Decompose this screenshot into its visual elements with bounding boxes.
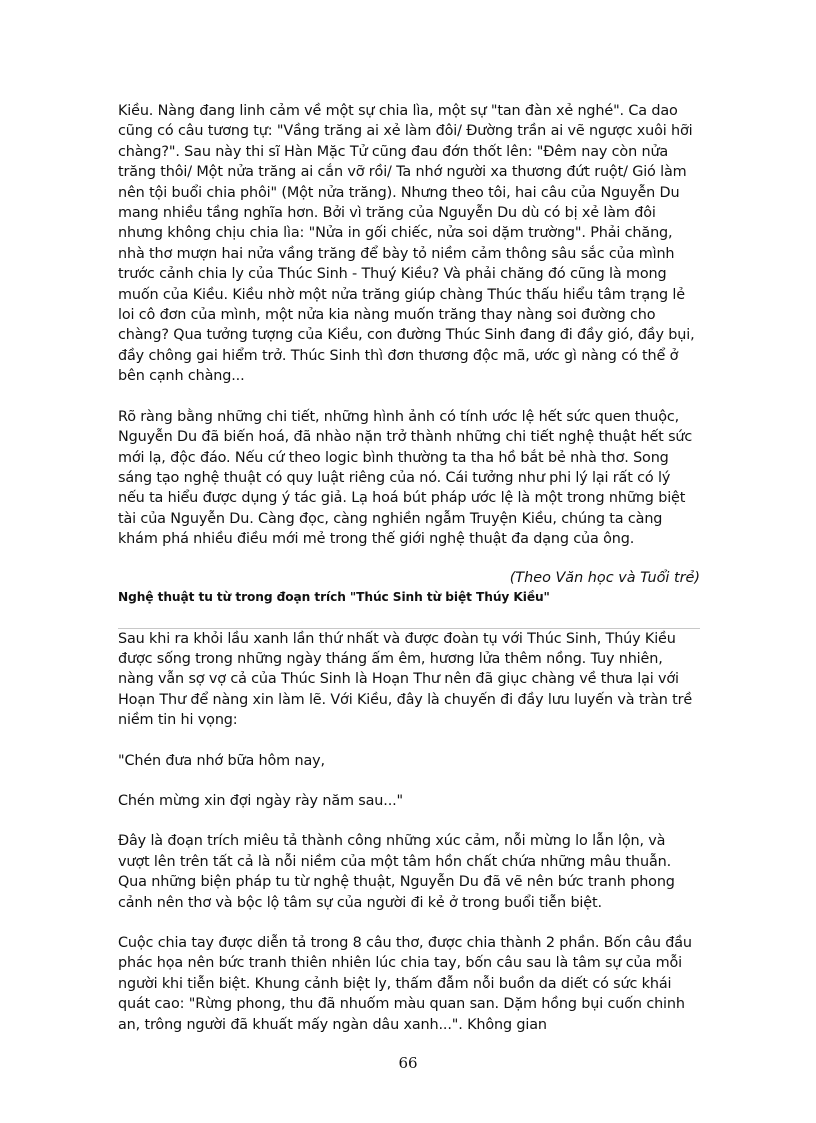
paragraph-gap <box>118 731 700 751</box>
paragraph-2: Rõ ràng bằng những chi tiết, những hình ảnh có tính ước lệ hết sức quen thuộc, Nguyễn Du đã biến hoá, đã nhào nặn trở thành những chi tiết nghệ thuật hết sức mới lạ, độc đáo. Nếu cứ theo logic bình thường ta tha hồ bắt bẻ nhà thơ. Song sáng tạo nghệ thuật có quy luật riêng của nó. Cái tưởng như phi lý lại rất có lý nếu ta hiểu được dụng ý tác giả. Lạ hoá bút pháp ước lệ là một trong những biệt tài của Nguyễn Du. Càng đọc, càng nghiền ngẫm Truyện Kiều, chúng ta càng khám phá nhiều điều mới mẻ trong thế giới nghệ thuật đa dạng của ông. <box>118 408 693 548</box>
paragraph-gap <box>118 913 700 933</box>
source-citation: (Theo Văn học và Tuổi trẻ) <box>509 569 700 586</box>
verse-line-1: "Chén đưa nhớ bữa hôm nay, <box>118 752 325 769</box>
paragraph-4: Đây là đoạn trích miêu tả thành công những xúc cảm, nỗi mừng lo lẫn lộn, và vượt lên trên tất cả là nỗi niềm của một tâm hồn chất chứa những mâu thuẫn. Qua những biện pháp tu từ nghệ thuật, Nguyễn Du đã vẽ nên bức tranh phong cảnh nên thơ và bộc lộ tâm sự của người đi kẻ ở trong buổi tiễn biệt. <box>118 833 675 911</box>
paragraph-gap <box>118 550 700 568</box>
heading-gap <box>118 608 700 624</box>
paragraph-3: Sau khi ra khỏi lầu xanh lần thứ nhất và được đoàn tụ với Thúc Sinh, Thúy Kiều được sống trong những ngày tháng ấm êm, hương lửa thêm nồng. Tuy nhiên, nàng vẫn sợ vợ cả của Thúc Sinh là Hoạn Thư nên đã giục chàng về thưa lại với Hoạn Thư để nàng xin làm lẽ. Với Kiều, đây là chuyến đi đầy lưu luyến và tràn trề niềm tin hi vọng: <box>118 630 693 729</box>
paragraph-1: Kiều. Nàng đang linh cảm về một sự chia lìa, một sự "tan đàn xẻ nghé". Ca dao cũng có câu tương tự: "Vầng trăng ai xẻ làm đôi/ Đường trần ai vẽ ngược xuôi hỡi chàng?". Sau này thi sĩ Hàn Mặc Tử cũng đau đớn thốt lên: "Đêm nay còn nửa trăng thôi/ Một nửa trăng ai cắn vỡ rồi/ Ta nhớ người xa thương đứt ruột/ Gió làm nên tội buổi chia phôi" (Một nửa trăng). Nhưng theo tôi, hai câu của Nguyễn Du mang nhiều tầng nghĩa hơn. Bởi vì trăng của Nguyễn Du dù có bị xẻ làm đôi nhưng không chịu chia lìa: "Nửa in gối chiếc, nửa soi dặm trường". Phải chăng, nhà thơ mượn hai nửa vầng trăng để bày tỏ niềm cảm thông sâu sắc của mình trước cảnh chia ly của Thúc Sinh - Thuý Kiều? Và phải chăng đó cũng là mong muốn của Kiều. Kiều nhờ một nửa trăng giúp chàng Thúc thấu hiểu tâm trạng lẻ loi cô đơn của mình, một nửa kia nàng muốn trăng thay nàng soi đường cho chàng? Qua tưởng tượng của Kiều, con đường Thúc Sinh đang đi đầy gió, đầy bụi, đầy chông gai hiểm trở. Thúc Sinh thì đơn thương độc mã, ước gì nàng có thể ở bên cạnh chàng... <box>118 103 695 385</box>
paragraph-5: Cuộc chia tay được diễn tả trong 8 câu thơ, được chia thành 2 phần. Bốn câu đầu phác họa nên bức tranh thiên nhiên lúc chia tay, bốn câu sau là tâm sự của mỗi người khi tiễn biệt. Khung cảnh biệt ly, thấm đẫm nỗi buồn da diết có sức khái quát cao: "Rừng phong, thu đã nhuốm màu quan san. Dặm hồng bụi cuốn chinh an, trông người đã khuất mấy ngàn dâu xanh...". Không gian <box>118 935 692 1033</box>
page-body <box>118 101 700 1035</box>
paragraph-gap <box>118 387 700 407</box>
page-number: 66 <box>398 1054 418 1072</box>
section-heading: Nghệ thuật tu từ trong đoạn trích "Thúc Sinh từ biệt Thúy Kiều" <box>118 589 550 604</box>
paragraph-gap <box>118 811 700 831</box>
verse-line-2: Chén mừng xin đợi ngày rày năm sau..." <box>118 792 404 809</box>
paragraph-gap <box>118 771 700 791</box>
